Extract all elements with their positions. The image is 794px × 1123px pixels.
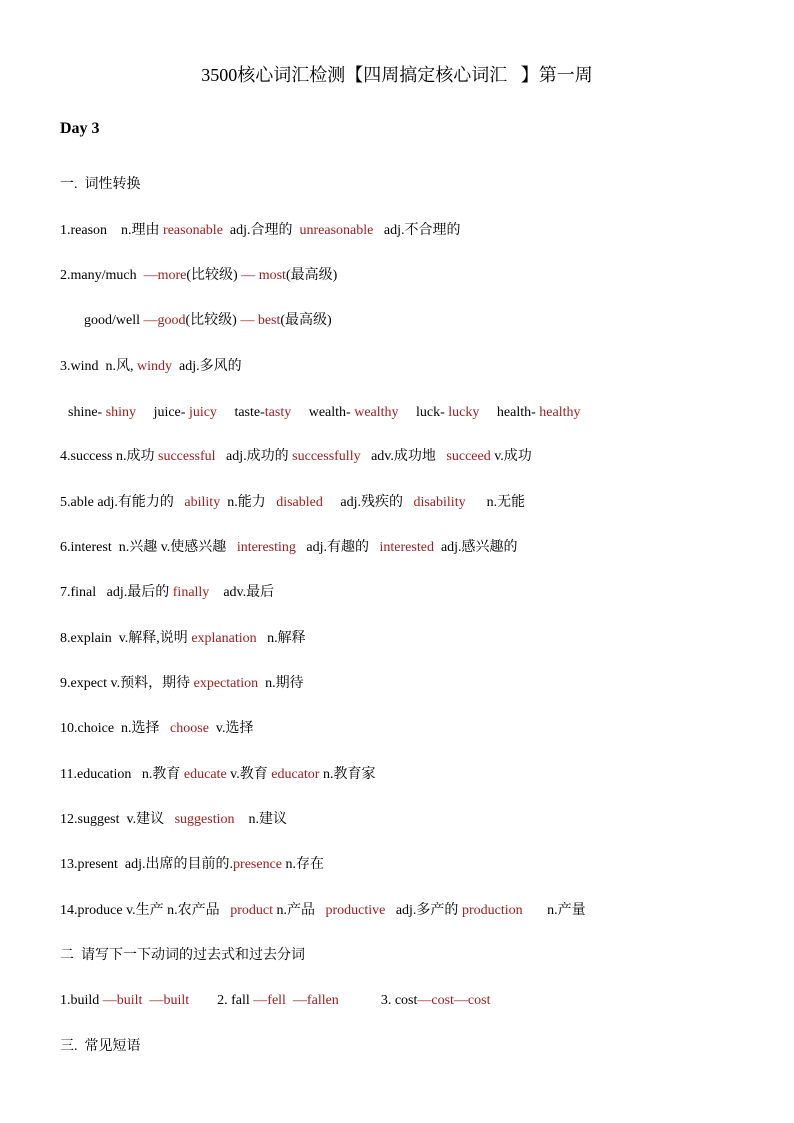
answer-text: product: [230, 903, 273, 918]
item-4: [60, 448, 532, 466]
item-13: [60, 856, 324, 874]
prompt-text: (最高级): [280, 313, 332, 328]
item-2b: [84, 312, 332, 330]
item-11: [60, 766, 375, 784]
answer-text: educate: [183, 767, 227, 782]
prompt-text: (最高级): [285, 268, 338, 283]
prompt-text: v.教育: [226, 767, 272, 782]
answer-text: shiny: [105, 405, 137, 420]
prompt-text: 2. fall: [189, 993, 254, 1008]
answer-text: — best: [240, 313, 281, 328]
answer-text: productive: [325, 903, 386, 918]
prompt-text: v.选择: [208, 721, 254, 736]
item-8: [60, 630, 306, 648]
prompt-text: good/well: [84, 313, 144, 328]
answer-text: finally: [172, 585, 210, 600]
prompt-text: 1.build: [60, 993, 103, 1008]
prompt-text: health-: [479, 405, 540, 420]
item-3b: [68, 404, 581, 422]
prompt-text: 13.present adj.出席的目前的.: [60, 857, 234, 872]
prompt-text: 6.interest n.兴趣 v.使感兴趣: [60, 540, 237, 555]
answer-text: disability: [413, 495, 466, 510]
answer-text: —good: [143, 313, 186, 328]
item-14: [60, 902, 586, 920]
prompt-text: v.成功: [490, 449, 532, 464]
prompt-text: 14.produce v.生产 n.农产品: [60, 903, 231, 918]
prompt-text: 1.reason n.理由: [60, 223, 164, 238]
item-2: [60, 267, 337, 285]
answer-text: ability: [184, 495, 221, 510]
section-1-heading: [60, 176, 141, 194]
answer-text: interested: [379, 540, 434, 555]
item-7: [60, 584, 274, 602]
verb-forms: [60, 992, 490, 1010]
answer-text: interesting: [236, 540, 296, 555]
prompt-text: 一. 词性转换: [60, 177, 141, 192]
prompt-text: (比较级): [186, 268, 242, 283]
answer-text: explanation: [191, 631, 257, 646]
prompt-text: wealth-: [291, 405, 355, 420]
prompt-text: n.产品: [272, 903, 326, 918]
answer-text: production: [461, 903, 523, 918]
prompt-text: n.存在: [282, 857, 324, 872]
prompt-text: adj.有趣的: [295, 540, 380, 555]
prompt-text: adj.合理的: [222, 223, 300, 238]
answer-text: choose: [170, 721, 209, 736]
answer-text: succeed: [446, 449, 491, 464]
answer-text: —more: [143, 268, 187, 283]
prompt-text: n.无能: [465, 495, 526, 510]
prompt-text: 2.many/much: [60, 268, 144, 283]
prompt-text: n.建议: [234, 812, 287, 827]
answer-text: juicy: [188, 405, 217, 420]
prompt-text: adj.多产的: [385, 903, 462, 918]
prompt-text: taste-: [216, 405, 265, 420]
item-3: [60, 358, 242, 376]
prompt-text: n.解释: [256, 631, 306, 646]
prompt-text: 4.success n.成功: [60, 449, 158, 464]
answer-text: disabled: [276, 495, 323, 510]
answer-text: — most: [241, 268, 286, 283]
item-10: [60, 720, 254, 738]
prompt-text: juice-: [136, 405, 189, 420]
prompt-text: adj.成功的: [215, 449, 293, 464]
section-2-heading: [60, 947, 305, 965]
prompt-text: 3. cost: [338, 993, 418, 1008]
section-3-heading: [60, 1038, 141, 1056]
answer-text: successful: [158, 449, 216, 464]
prompt-text: adj.不合理的: [373, 223, 461, 238]
prompt-text: n.期待: [258, 676, 304, 691]
answer-text: lucky: [448, 405, 480, 420]
prompt-text: luck-: [398, 405, 449, 420]
answer-text: tasty: [264, 405, 292, 420]
prompt-text: (比较级): [185, 313, 241, 328]
prompt-text: 二 请写下一下动词的过去式和过去分词: [60, 948, 305, 963]
answer-text: —fell —fallen: [253, 993, 339, 1008]
prompt-text: 5.able adj.有能力的: [60, 495, 185, 510]
prompt-text: adj.残疾的: [322, 495, 414, 510]
item-6: [60, 539, 518, 557]
prompt-text: 12.suggest v.建议: [60, 812, 175, 827]
answer-text: wealthy: [354, 405, 399, 420]
answer-text: unreasonable: [299, 223, 374, 238]
answer-text: successfully: [292, 449, 361, 464]
prompt-text: 9.expect v.预料，期待: [60, 676, 194, 691]
answer-text: reasonable: [163, 223, 223, 238]
prompt-text: 8.explain v.解释,说明: [60, 631, 192, 646]
day-heading: Day 3: [60, 120, 100, 137]
answer-text: —cost—cost: [417, 993, 491, 1008]
prompt-text: 三. 常见短语: [60, 1039, 141, 1054]
answer-text: presence: [233, 857, 282, 872]
answer-text: windy: [137, 359, 172, 374]
prompt-text: adj.感兴趣的: [433, 540, 518, 555]
prompt-text: 11.education n.教育: [60, 767, 184, 782]
item-5: [60, 494, 525, 512]
prompt-text: 10.choice n.选择: [60, 721, 171, 736]
prompt-text: adj.多风的: [172, 359, 242, 374]
prompt-text: 3.wind n.风,: [60, 359, 137, 374]
prompt-text: 7.final adj.最后的: [60, 585, 173, 600]
answer-text: educator: [271, 767, 320, 782]
answer-text: healthy: [539, 405, 581, 420]
prompt-text: shine-: [68, 405, 106, 420]
answer-text: —built —built: [102, 993, 190, 1008]
prompt-text: n.教育家: [319, 767, 376, 782]
item-9: [60, 675, 304, 693]
prompt-text: n.能力: [220, 495, 277, 510]
prompt-text: adv.最后: [209, 585, 275, 600]
prompt-text: adv.成功地: [360, 449, 447, 464]
item-12: [60, 811, 287, 829]
answer-text: expectation: [193, 676, 259, 691]
answer-text: suggestion: [174, 812, 235, 827]
item-1: [60, 222, 460, 240]
prompt-text: n.产量: [522, 903, 586, 918]
document-title: 3500核心词汇检测【四周搞定核心词汇 】第一周: [201, 65, 593, 85]
